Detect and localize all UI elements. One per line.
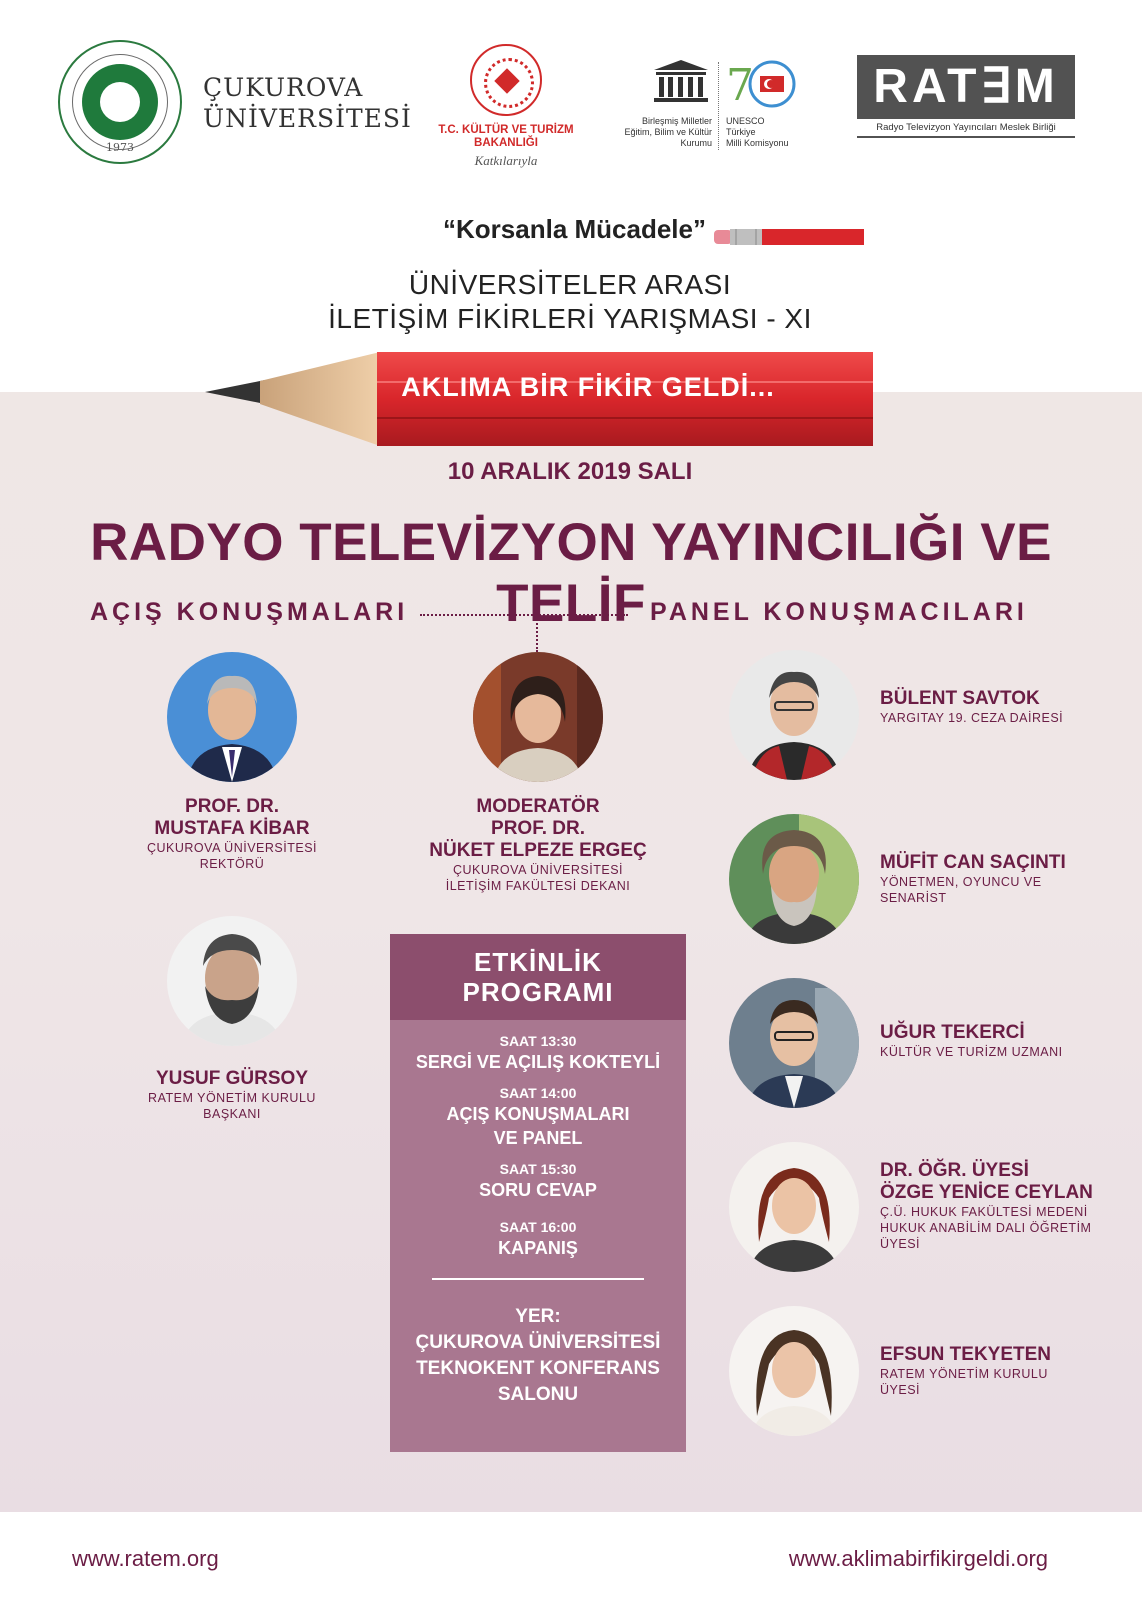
slot-event-line2: VE PANEL [493,1128,583,1148]
seal-year: 1973 [106,141,134,154]
ratem-full-name: Radyo Televizyon Yayıncıları Meslek Birliği [857,122,1075,138]
program-slot [390,1160,686,1202]
panelist-name-line1: BÜLENT SAVTOK [880,688,1040,709]
moderator-name-line1: PROF. DR. [491,818,585,839]
panelist-photo-efsun-tekyeten [729,1306,859,1436]
unesco-org-name [612,116,712,149]
small-pencil-illustration [714,228,864,246]
venue-label: YER: [515,1306,561,1327]
panelist-photo-mufit-can-sacinti [729,814,859,944]
unesco-org-line2: Eğitim, Bilim ve Kültür [624,127,712,137]
section-panel-speakers: PANEL KONUŞMACILARI [650,598,1028,626]
panelist-3 [880,1022,1120,1060]
svg-text:7: 7 [726,60,754,111]
event-program-box [390,934,686,1452]
speaker-role-line1: ÇUKUROVA ÜNİVERSİTESİ [146,841,318,855]
slot-time: SAAT 14:00 [499,1085,577,1101]
speaker-role-line2: BAŞKANI [203,1107,261,1121]
logo-strip [0,0,1142,190]
unesco-temple-logo [652,58,710,104]
panelist-role-line1: YÖNETMEN, OYUNCU VE [880,875,1042,889]
ministry-emblem-logo [470,44,542,116]
moderator [400,796,676,894]
venue-line2: TEKNOKENT KONFERANS [416,1358,660,1379]
slot-event: AÇIŞ KONUŞMALARI [446,1104,630,1124]
slot-event: SORU CEVAP [479,1180,597,1200]
slot-time: SAAT 13:30 [499,1033,577,1049]
unesco-70-anniversary-logo [726,56,798,114]
panelist-4 [880,1160,1130,1252]
university-name [203,72,412,134]
panelist-role-line3: ÜYESİ [880,1237,921,1251]
panelist-name-line2: ÖZGE YENİCE CEYLAN [880,1182,1093,1203]
moderator-photo-nuket-elpeze-ergec [473,652,603,782]
panelist-photo-ozge-yenice-ceylan [729,1142,859,1272]
ministry-name-line2: BAKANLIĞI [474,137,538,149]
panelist-role-line2: HUKUK ANABİLİM DALI ÖĞRETİM [880,1221,1092,1235]
venue-line3: SALONU [497,1384,579,1405]
opening-speaker-1 [110,796,354,872]
speaker-photo-mustafa-kibar [167,652,297,782]
moderator-role-line2: İLETİŞİM FAKÜLTESİ DEKANI [445,879,631,893]
event-headline: RADYO TELEVİZYON YAYINCILIĞI VE TELİF [90,513,1052,633]
speaker-role-line1: RATEM YÖNETİM KURULU [148,1091,316,1105]
pencil-slogan: AKLIMA BİR FİKİR GELDİ... [401,372,775,402]
unesco-org-line1: Birleşmiş Milletler [641,116,712,126]
event-date: 10 ARALIK 2019 SALI [447,458,693,485]
competition-title-line1: ÜNİVERSİTELER ARASI [408,269,732,300]
speaker-photo-yusuf-gursoy [167,916,297,1046]
panelist-name-line1: UĞUR TEKERCİ [880,1022,1025,1043]
university-name-line1: ÇUKUROVA [203,73,364,102]
moderator-label: MODERATÖR [476,796,600,817]
program-slot [390,1032,686,1074]
panelist-2 [880,852,1120,906]
opening-speaker-2 [110,1068,354,1122]
unesco-commission-line2: Türkiye [726,127,756,137]
unesco-turkey-commission [726,116,806,149]
panelist-name-line1: MÜFİT CAN SAÇINTI [880,852,1066,873]
panelist-role-line2: SENARİST [880,891,947,905]
panelist-1 [880,688,1120,726]
cukurova-university-seal-logo [58,40,182,164]
panelist-photo-ugur-tekerci [729,978,859,1108]
panelist-name-line1: EFSUN TEKYETEN [880,1344,1052,1365]
program-divider [432,1278,644,1280]
program-slot [390,1218,686,1260]
unesco-divider [718,62,719,150]
panelist-name-line1: DR. ÖĞR. ÜYESİ [880,1160,1029,1181]
unesco-org-line3: Kurumu [680,138,712,148]
program-title [390,934,686,1020]
moderator-name-line2: NÜKET ELPEZE ERGEÇ [429,840,647,861]
speaker-name-line1: PROF. DR. [185,796,279,817]
competition-title [300,268,840,336]
unesco-commission-line3: Milli Komisyonu [726,138,789,148]
venue-line1: ÇUKUROVA ÜNİVERSİTESİ [415,1332,661,1353]
program-venue [390,1304,686,1408]
moderator-role-line1: ÇUKUROVA ÜNİVERSİTESİ [452,863,624,877]
ministry-name-line1: T.C. KÜLTÜR VE TURİZM [438,124,574,136]
program-title-line1: ETKİNLİK [474,947,602,977]
competition-website-link[interactable]: www.aklimabirfikirgeldi.org [788,1546,1048,1571]
ratem-logo: RAT∃M [857,55,1075,119]
speaker-name-line1: YUSUF GÜRSOY [155,1068,309,1089]
speaker-role-line2: REKTÖRÜ [199,857,265,871]
unesco-commission-line1: UNESCO [726,116,765,126]
program-slot [390,1084,686,1150]
university-name-line2: ÜNİVERSİTESİ [203,104,412,133]
ministry-support-note: Katkılarıyla [474,153,538,168]
speaker-name-line2: MUSTAFA KİBAR [154,818,310,839]
panelist-role-line1: RATEM YÖNETİM KURULU [880,1367,1048,1381]
slot-event: KAPANIŞ [498,1238,578,1258]
moderator-connector-dots [536,616,538,652]
panelist-role-line1: Ç.Ü. HUKUK FAKÜLTESİ MEDENİ [880,1205,1088,1219]
panelist-5 [880,1344,1120,1398]
competition-tagline: “Korsanla Mücadele” [443,214,706,244]
panelist-role-line1: YARGITAY 19. CEZA DAİRESİ [880,711,1064,725]
panelist-photo-bulent-savtok [729,650,859,780]
competition-title-line2: İLETİŞİM FİKİRLERİ YARIŞMASI - XI [328,303,812,334]
slot-time: SAAT 16:00 [499,1219,577,1235]
slot-time: SAAT 15:30 [499,1161,577,1177]
program-title-line2: PROGRAMI [462,977,614,1007]
ministry-name [430,124,582,150]
panelist-role-line1: KÜLTÜR VE TURİZM UZMANI [880,1045,1063,1059]
panelist-role-line2: ÜYESİ [880,1383,921,1397]
section-connector-dots [420,614,628,616]
ratem-website-link[interactable]: www.ratem.org [72,1546,219,1571]
slot-event: SERGİ VE AÇILIŞ KOKTEYLİ [415,1052,661,1072]
section-opening-speeches: AÇIŞ KONUŞMALARI [90,598,409,626]
